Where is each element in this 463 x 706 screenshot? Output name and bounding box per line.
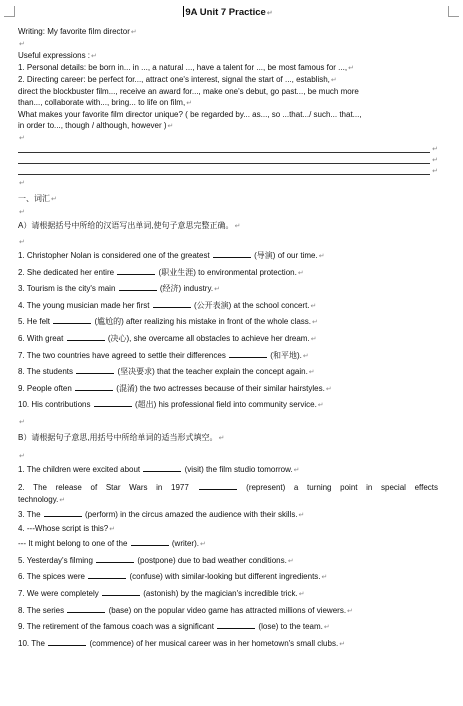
answer-blank[interactable] [75,383,113,391]
paragraph-mark-icon: ↵ [51,196,57,203]
part-b-item-cont: technology.↵ [18,494,66,504]
paragraph-mark-icon: ↵ [293,466,300,474]
page-title: 9A Unit 7 Practice↵ [185,7,273,18]
paragraph-mark-icon: ↵ [323,624,330,632]
paragraph-mark-icon: ↵ [317,402,324,410]
part-a-item: 4. The young musician made her first (公开表演) at the school concert.↵ [18,300,317,310]
paragraph-mark-icon: ↵ [167,123,174,130]
answer-blank[interactable] [67,605,105,613]
writing-question-cont: in order to..., though / although, however )↵ [18,121,174,130]
part-b-item: 4. ---Whose script is this?↵ [18,524,116,534]
answer-blank[interactable] [143,464,181,472]
paragraph-mark-icon: ↵ [186,100,193,107]
paragraph-mark-icon: ↵ [19,180,25,187]
paragraph-mark-icon: ↵ [330,77,337,84]
part-b-item: 3. The (perform) in the circus amazed the audience with their skills.↵ [18,509,305,519]
paragraph-mark-icon: ↵ [19,239,25,246]
part-b-item: 6. The spices were (confuse) with similar-looking but different ingredients.↵ [18,572,328,582]
page-corner-mark-right [448,6,459,17]
paragraph-mark-icon: ↵ [19,418,25,426]
paragraph-mark-icon: ↵ [130,29,137,36]
paragraph-mark-icon: ↵ [19,452,25,460]
part-b-item: 9. The retirement of the famous coach was a significant (lose) to the team.↵ [18,622,330,632]
part-b-item: 2. The release of Star Wars in 1977 (represent) a turning point in special effects [18,482,438,492]
writing-prompt: Writing: My favorite film director↵ [18,27,137,36]
paragraph-mark-icon: ↵ [199,541,206,549]
paragraph-mark-icon: ↵ [432,157,438,164]
answer-blank[interactable] [229,350,267,358]
part-b-item: 5. Yesterday's filming (postpone) due to bad weather conditions.↵ [18,555,294,565]
part-b-item: 8. The series (base) on the popular video game has attracted millions of viewers.↵ [18,605,353,615]
answer-blank[interactable] [48,638,86,646]
writing-question: What makes your favorite film director unique? ( be regarded by... as..., so ...that.../ such... that..., [18,110,362,119]
answer-blank[interactable] [96,555,134,563]
paragraph-mark-icon: ↵ [310,302,317,310]
empty-paragraph [18,38,438,50]
paragraph-mark-icon: ↵ [287,557,294,565]
paragraph-mark-icon: ↵ [19,41,25,48]
paragraph-mark-icon: ↵ [321,574,328,582]
paragraph-mark-icon: ↵ [310,335,317,343]
answer-blank[interactable] [131,538,169,546]
part-b-item: --- It might belong to one of the (writer).↵ [18,539,206,549]
paragraph-mark-icon: ↵ [218,434,225,442]
part-a-item: 9. People often (混淆) the two actresses because of their similar hairstyles.↵ [18,383,332,393]
expression-item-1: 1. Personal details: be born in... in ..., a natural ..., have a talent for ..., be most famous for ...,↵ [18,63,354,72]
empty-paragraph [18,450,438,462]
part-b-item: 7. We were completely (astonish) by the magician's incredible trick.↵ [18,588,305,598]
paragraph-mark-icon: ↵ [109,526,116,534]
empty-paragraph [18,177,438,189]
part-b-item: 10. The (commence) of her musical career was in her hometown's small clubs.↵ [18,638,346,648]
part-a-item: 8. The students (坚决要求) that the teacher explain the concept again.↵ [18,367,315,377]
empty-paragraph [18,206,438,218]
answer-blank[interactable] [88,571,126,579]
answer-blank[interactable] [217,621,255,629]
writing-answer-line[interactable] [18,166,438,177]
paragraph-mark-icon: ↵ [325,385,332,393]
part-a-item: 5. He felt (尴尬的) after realizing his mistake in front of the whole class.↵ [18,317,318,327]
paragraph-mark-icon: ↵ [19,209,25,216]
paragraph-mark-icon: ↵ [297,269,304,277]
answer-blank[interactable] [44,509,82,517]
paragraph-mark-icon: ↵ [312,319,318,327]
writing-answer-line[interactable] [18,155,438,166]
answer-blank[interactable] [199,482,237,490]
paragraph-mark-icon: ↵ [234,223,241,230]
paragraph-mark-icon: ↵ [347,607,353,615]
part-a-item: 1. Christopher Nolan is considered one of the greatest (导演) of our time.↵ [18,251,325,260]
answer-blank[interactable] [76,366,114,374]
answer-blank[interactable] [153,300,191,308]
useful-expressions-label: Useful expressions :↵ [18,51,97,60]
part-a-item: 3. Tourism is the city's main (经济) industry.↵ [18,284,220,294]
paragraph-mark-icon: ↵ [339,640,346,648]
section-heading-vocabulary: 一、词汇↵ [18,194,57,203]
paragraph-mark-icon: ↵ [298,511,305,519]
part-a-item: 10. His contributions (超出) his professional field into community service.↵ [18,400,324,410]
answer-blank[interactable] [53,316,91,324]
answer-blank[interactable] [119,283,157,291]
part-b-item: 1. The children were excited about (visit) the film studio tomorrow.↵ [18,464,300,474]
paragraph-mark-icon: ↵ [432,146,438,153]
document-page [18,6,438,652]
paragraph-mark-icon: ↵ [266,10,273,17]
part-a-instructions: A）请根据括号中所给的汉语写出单词,使句子意思完整正确。↵ [18,221,241,230]
expression-item-2-cont: direct the blockbuster film..., receive an award for..., make one's debut, go past..., be much more [18,87,359,96]
part-a-item: 6. With great (决心), she overcame all obstacles to achieve her dream.↵ [18,333,317,343]
expression-item-2-cont: than..., collaborate with..., bring... to life on film,↵ [18,98,193,107]
expression-item-2: 2. Directing career: be perfect for..., attract one's interest, signal the start of ..., establish,↵ [18,75,337,84]
empty-paragraph [18,236,438,248]
writing-answer-line[interactable] [18,144,438,155]
answer-blank[interactable] [117,267,155,275]
paragraph-mark-icon: ↵ [432,168,438,175]
paragraph-mark-icon: ↵ [318,253,325,260]
paragraph-mark-icon: ↵ [348,65,354,72]
page-corner-mark-left [4,6,15,17]
empty-paragraph [18,132,438,144]
answer-blank[interactable] [102,588,140,596]
paragraph-mark-icon: ↵ [302,352,309,360]
paragraph-mark-icon: ↵ [59,496,66,504]
empty-paragraph [18,416,438,428]
answer-blank[interactable] [94,399,132,407]
answer-blank[interactable] [67,333,105,341]
paragraph-mark-icon: ↵ [91,53,97,60]
part-a-item: 2. She dedicated her entire (职业生涯) to environmental protection.↵ [18,267,304,277]
part-b-instructions: B）请根据句子意思,用括号中所给单词的适当形式填空。↵ [18,432,225,442]
answer-blank[interactable] [213,250,251,258]
paragraph-mark-icon: ↵ [19,135,25,142]
paragraph-mark-icon: ↵ [298,590,305,598]
paragraph-mark-icon: ↵ [214,286,220,294]
part-a-item: 7. The two countries have agreed to settle their differences (和平地).↵ [18,350,309,360]
paragraph-mark-icon: ↵ [308,369,315,377]
